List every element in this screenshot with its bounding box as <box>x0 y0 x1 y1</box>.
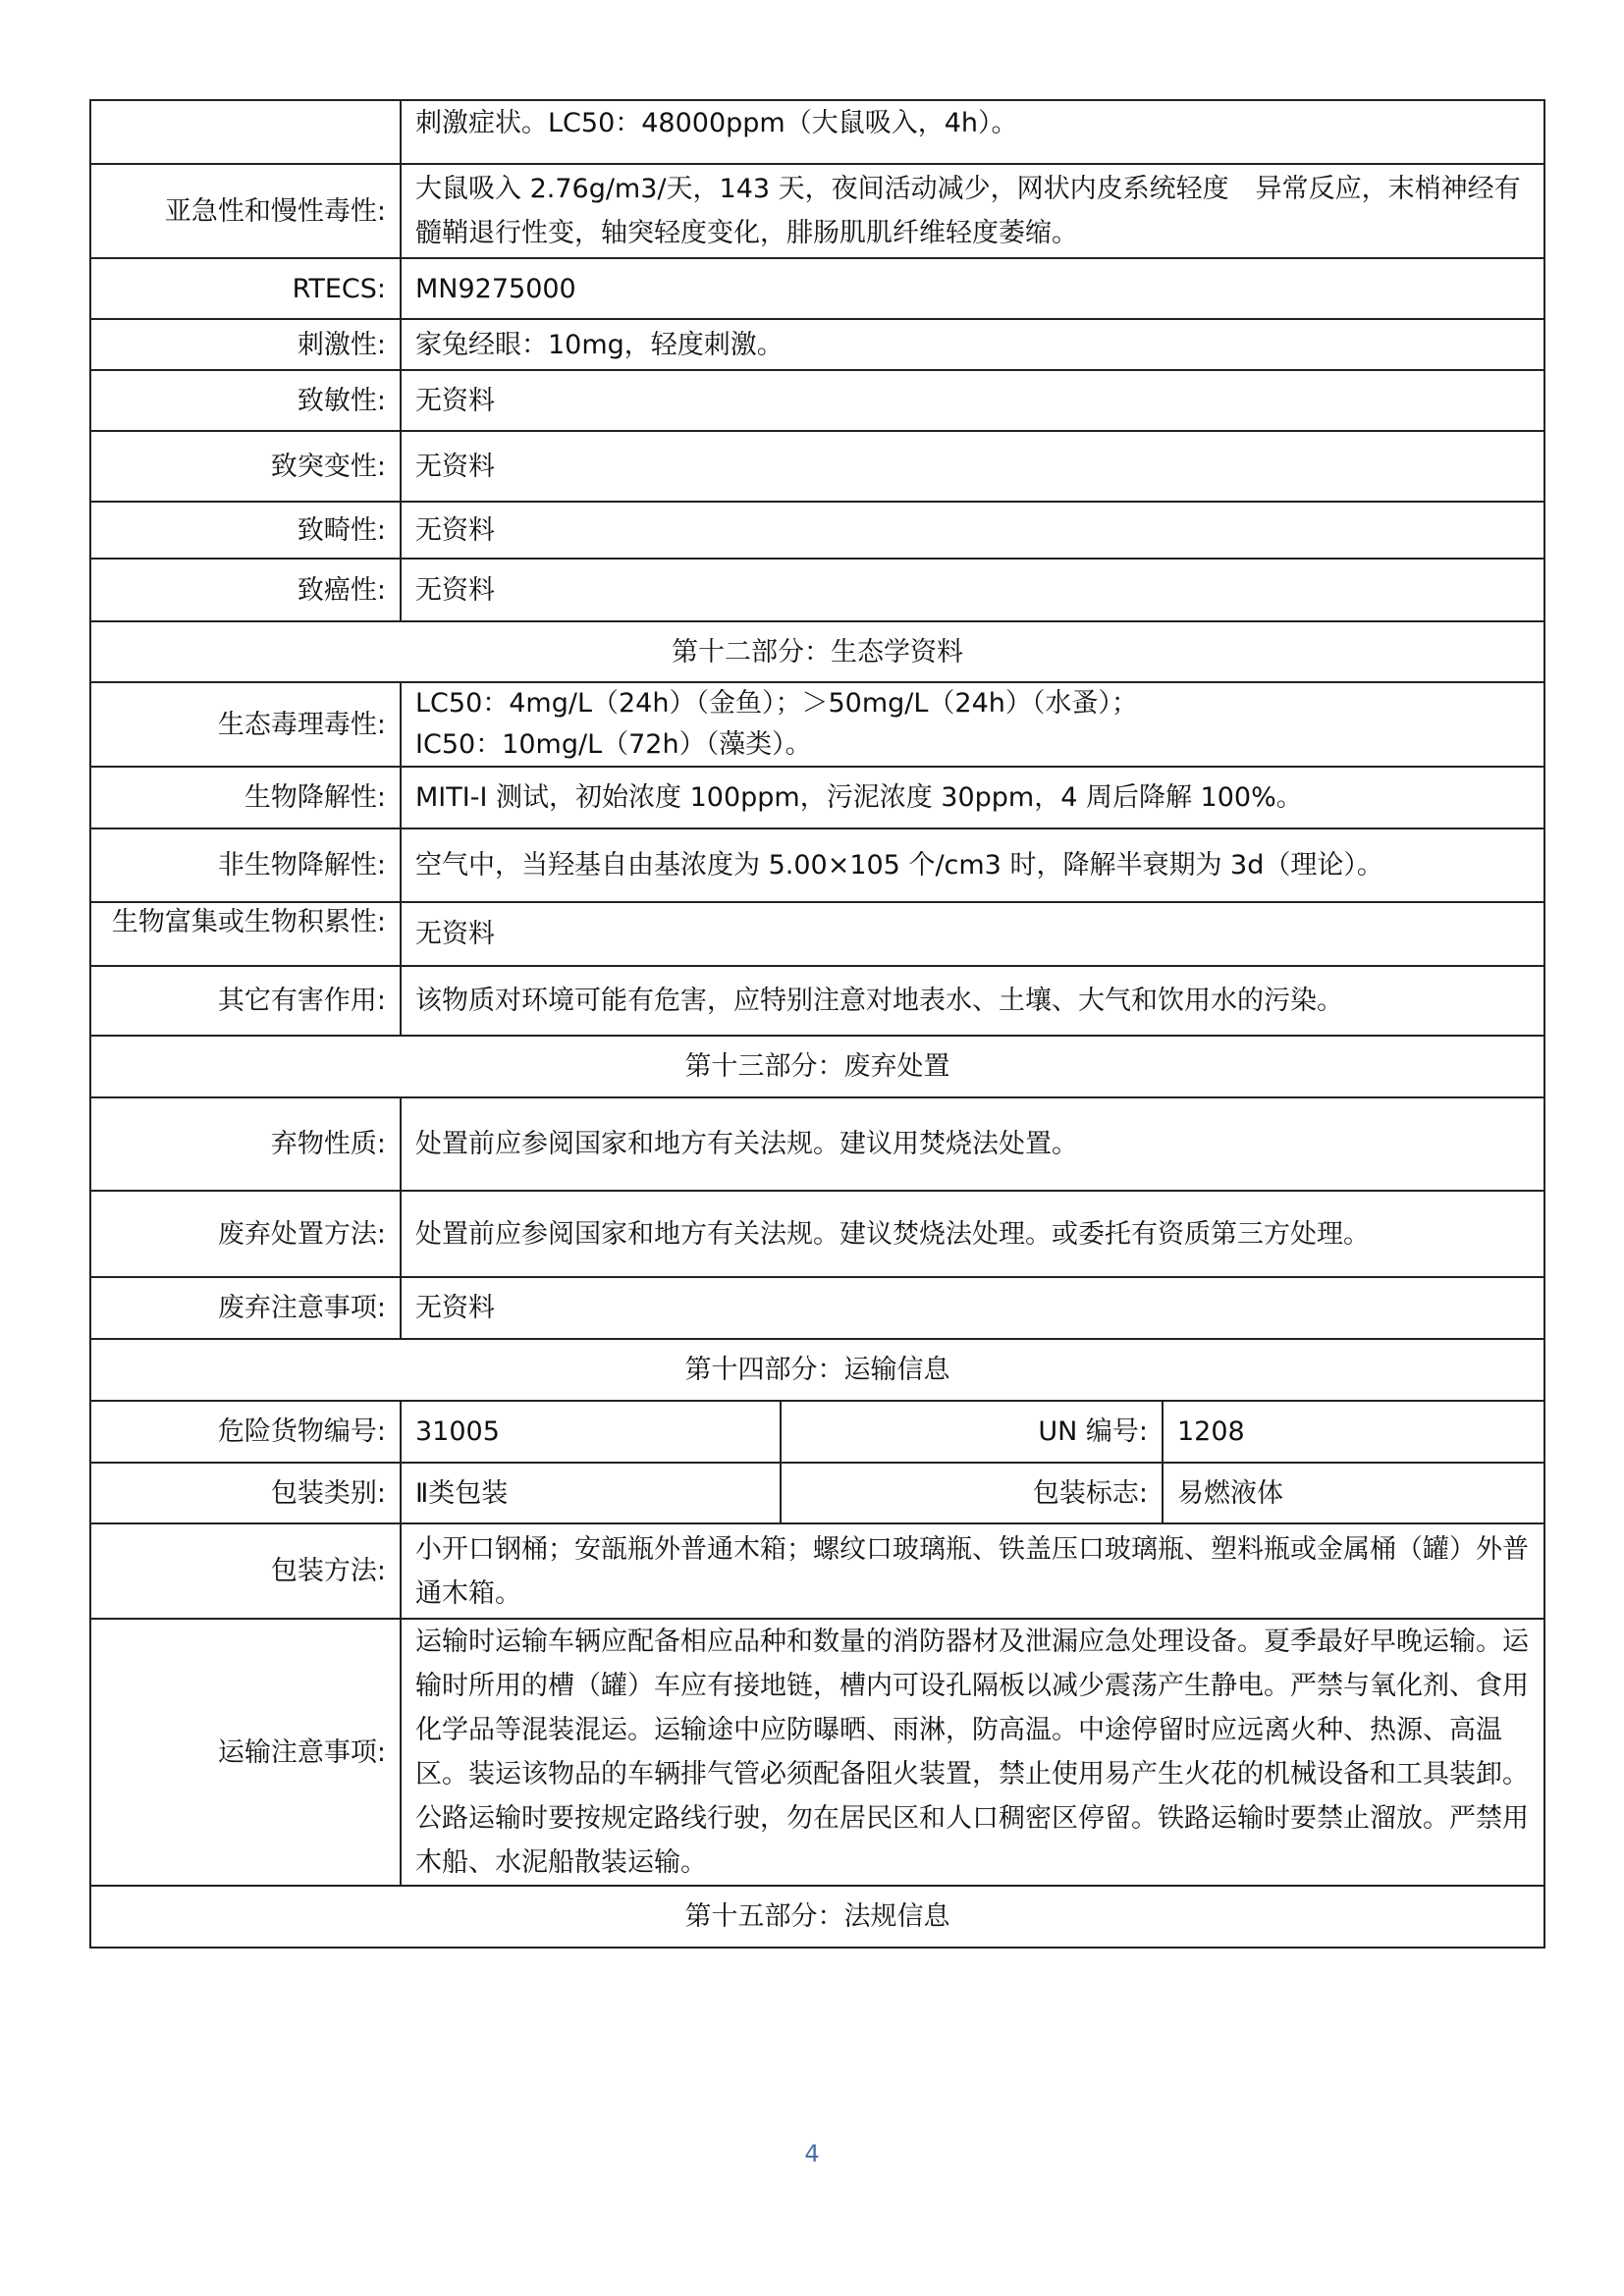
section-header <box>90 621 1544 682</box>
row-value: 无资料 <box>401 902 1544 966</box>
row-label: 致畸性: <box>90 502 401 559</box>
section-15-title: 第十五部分：法规信息 <box>90 1886 1544 1948</box>
table-row <box>90 1097 1544 1191</box>
row-label: 非生物降解性: <box>90 828 401 902</box>
row-value: Ⅱ类包装 <box>401 1463 781 1523</box>
table-row <box>90 164 1544 258</box>
row-label: 生物降解性: <box>90 767 401 828</box>
table-row <box>90 1401 1544 1463</box>
row-value: 无资料 <box>401 431 1544 502</box>
row-value <box>401 682 1544 767</box>
table-row <box>90 1277 1544 1339</box>
row-label: RTECS: <box>90 258 401 319</box>
row-label: 致突变性: <box>90 431 401 502</box>
section-12-title: 第十二部分：生态学资料 <box>90 621 1544 682</box>
row-label <box>90 100 401 164</box>
row-value: 小开口钢桶；安瓿瓶外普通木箱；螺纹口玻璃瓶、铁盖压口玻璃瓶、塑料瓶或金属桶（罐）外普通木箱。 <box>401 1523 1544 1619</box>
table-row <box>90 682 1544 767</box>
row-value: 空气中，当羟基自由基浓度为 5.00×105 个/cm3 时，降解半衰期为 3d（理论）。 <box>401 828 1544 902</box>
row-value: 运输时运输车辆应配备相应品种和数量的消防器材及泄漏应急处理设备。夏季最好早晚运输。运输时所用的槽（罐）车应有接地链，槽内可设孔隔板以减少震荡产生静电。严禁与氧化剂、食用化学品等混装混运。运输途中应防曝晒、雨淋，防高温。中途停留时应远离火种、热源、高温区。装运该物品的车辆排气管必须配备阻火装置，禁止使用易产生火花的机械设备和工具装卸。公路运输时要按规定路线行驶，勿在居民区和人口稠密区停留。铁路运输时要禁止溜放。严禁用木船、水泥船散装运输。 <box>401 1619 1544 1886</box>
table-row <box>90 370 1544 431</box>
row-label: 运输注意事项: <box>90 1619 401 1886</box>
table-row <box>90 966 1544 1036</box>
section-header <box>90 1339 1544 1401</box>
table-row <box>90 767 1544 828</box>
row-value: 1208 <box>1163 1401 1544 1463</box>
table-row <box>90 319 1544 370</box>
row-value: 易燃液体 <box>1163 1463 1544 1523</box>
row-label: 亚急性和慢性毒性: <box>90 164 401 258</box>
table-row <box>90 1463 1544 1523</box>
table-row <box>90 258 1544 319</box>
table-row <box>90 502 1544 559</box>
table-row <box>90 1191 1544 1277</box>
row-label: UN 编号: <box>781 1401 1163 1463</box>
row-value: 大鼠吸入 2.76g/m3/天，143 天，夜间活动减少，网状内皮系统轻度 异常反应，末梢神经有髓鞘退行性变，轴突轻度变化，腓肠肌肌纤维轻度萎缩。 <box>401 164 1544 258</box>
ecotox-line: IC50：10mg/L（72h）（藻类）。 <box>415 729 812 760</box>
row-label: 致癌性: <box>90 559 401 621</box>
table-row <box>90 1523 1544 1619</box>
section-header <box>90 1886 1544 1948</box>
table-row <box>90 1619 1544 1886</box>
ecotox-line: LC50：4mg/L（24h）（金鱼）；＞50mg/L（24h）（水蚤）； <box>415 688 1138 719</box>
table-row <box>90 902 1544 966</box>
sds-table <box>89 99 1545 1949</box>
row-value: 31005 <box>401 1401 781 1463</box>
row-label: 包装类别: <box>90 1463 401 1523</box>
row-label: 废弃注意事项: <box>90 1277 401 1339</box>
row-label: 危险货物编号: <box>90 1401 401 1463</box>
row-value: 无资料 <box>401 370 1544 431</box>
bioacc-label: 生物富集或生物积累性: <box>111 907 386 937</box>
row-value: 该物质对环境可能有危害，应特别注意对地表水、土壤、大气和饮用水的污染。 <box>401 966 1544 1036</box>
row-value: 无资料 <box>401 559 1544 621</box>
row-label: 致敏性: <box>90 370 401 431</box>
row-value: 处置前应参阅国家和地方有关法规。建议焚烧法处理。或委托有资质第三方处理。 <box>401 1191 1544 1277</box>
section-header <box>90 1036 1544 1097</box>
table-row <box>90 559 1544 621</box>
acute-toxicity-continued: 刺激症状。LC50：48000ppm（大鼠吸入，4h）。 <box>401 100 1544 164</box>
row-label: 刺激性: <box>90 319 401 370</box>
row-value: 家兔经眼：10mg，轻度刺激。 <box>401 319 1544 370</box>
row-value: 无资料 <box>401 502 1544 559</box>
row-label: 弃物性质: <box>90 1097 401 1191</box>
row-value: 无资料 <box>401 1277 1544 1339</box>
table-row <box>90 100 1544 164</box>
row-value: 处置前应参阅国家和地方有关法规。建议用焚烧法处置。 <box>401 1097 1544 1191</box>
row-label: 其它有害作用: <box>90 966 401 1036</box>
row-value: MITI-I 测试，初始浓度 100ppm，污泥浓度 30ppm，4 周后降解 100%。 <box>401 767 1544 828</box>
page-number: 4 <box>804 2140 820 2167</box>
section-14-title: 第十四部分：运输信息 <box>90 1339 1544 1401</box>
table-row <box>90 431 1544 502</box>
row-value: MN9275000 <box>401 258 1544 319</box>
row-label <box>90 902 401 966</box>
row-label: 生态毒理毒性: <box>90 682 401 767</box>
row-label: 废弃处置方法: <box>90 1191 401 1277</box>
row-label: 包装方法: <box>90 1523 401 1619</box>
section-13-title: 第十三部分：废弃处置 <box>90 1036 1544 1097</box>
row-label: 包装标志: <box>781 1463 1163 1523</box>
table-row <box>90 828 1544 902</box>
